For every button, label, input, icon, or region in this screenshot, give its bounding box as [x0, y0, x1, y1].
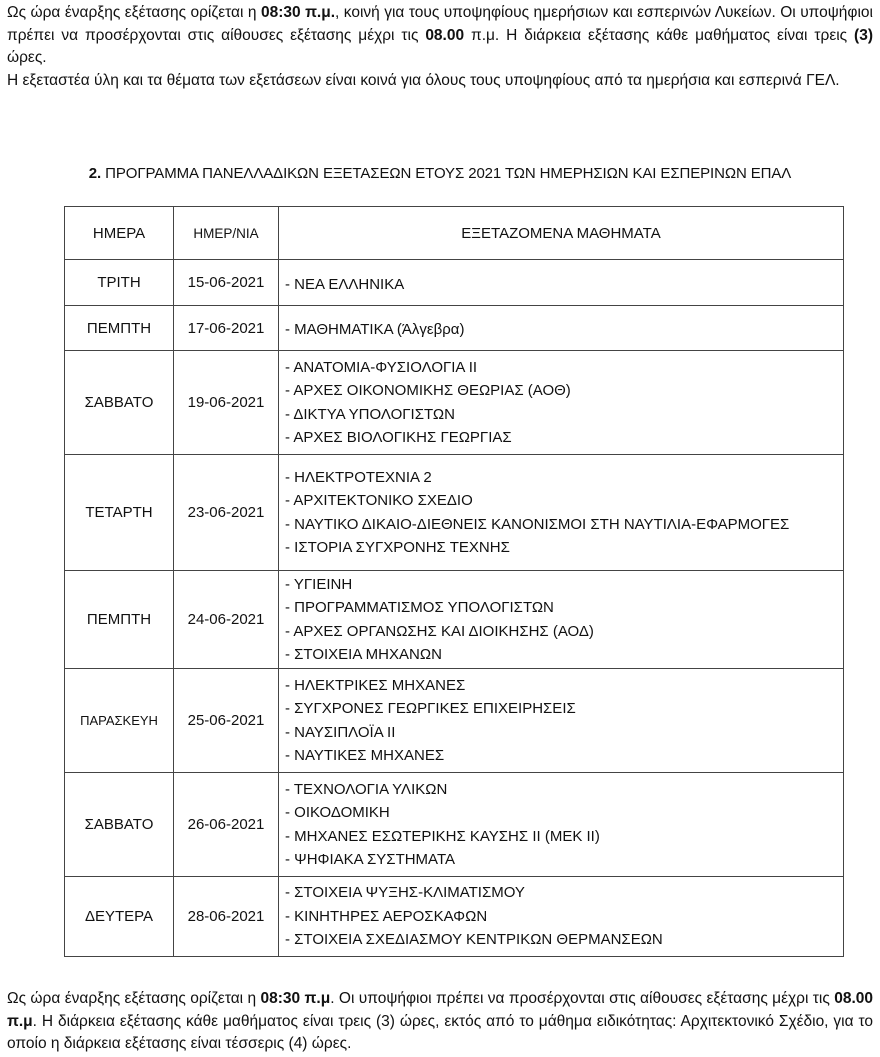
subject-item: - ΜΑΘΗΜΑΤΙΚΑ (Άλγεβρα) — [285, 321, 465, 339]
intro-text: Ως ώρα έναρξης εξέτασης ορίζεται η — [7, 4, 261, 21]
outro-start-time: 08:30 π.μ — [260, 990, 331, 1007]
cell-subjects — [279, 306, 844, 351]
cell-day: ΤΡΙΤΗ — [65, 260, 174, 306]
section-number: 2. — [88, 165, 102, 182]
intro-text: π.μ. Η διάρκεια εξέτασης κάθε μαθήματος είναι τρεις — [464, 26, 855, 44]
section-title-text: ΠΡΟΓΡΑΜΜΑ ΠΑΝΕΛΛΑΔΙΚΩΝ ΕΞΕΤΑΣΕΩΝ ΕΤΟΥΣ 2021 ΤΩΝ ΗΜΕΡΗΣΙΩΝ ΚΑΙ ΕΣΠΕΡΙΝΩΝ ΕΠΑΛ — [101, 165, 792, 182]
subject-item: - ΑΡΧΕΣ ΟΙΚΟΝΟΜΙΚΗΣ ΘΕΩΡΙΑΣ (ΑΟΘ) — [285, 382, 571, 399]
subject-item: - ΚΙΝΗΤΗΡΕΣ ΑΕΡΟΣΚΑΦΩΝ — [285, 907, 488, 925]
cell-date: 25-06-2021 — [174, 669, 279, 773]
cell-date: 24-06-2021 — [174, 571, 279, 669]
subject-item: - ΑΝΑΤΟΜΙΑ-ΦΥΣΙΟΛΟΓΙΑ ΙΙ — [285, 358, 478, 376]
table-row — [65, 260, 844, 306]
header-date-text: ΗΜΕΡ/ΝΙΑ — [193, 225, 259, 241]
cell-date: 17-06-2021 — [174, 306, 279, 351]
table-row — [65, 773, 844, 877]
cell-date: 15-06-2021 — [174, 260, 279, 306]
cell-day: ΣΑΒΒΑΤΟ — [65, 773, 174, 877]
cell-day: ΠΕΜΠΤΗ — [65, 306, 174, 351]
cell-day: ΣΑΒΒΑΤΟ — [65, 351, 174, 455]
cell-day: ΤΕΤΑΡΤΗ — [65, 455, 174, 571]
cell-subjects — [279, 260, 844, 306]
intro-text: ώρες. — [7, 49, 47, 66]
outro-paragraph — [7, 988, 873, 1056]
table-row — [65, 877, 844, 957]
outro-text: Ως ώρα έναρξης εξέτασης ορίζεται η — [7, 990, 261, 1007]
outro-text: . Οι υποψήφιοι πρέπει να προσέρχονται στις αίθουσες εξέτασης μέχρι τις — [330, 990, 835, 1007]
cell-date: 19-06-2021 — [174, 351, 279, 455]
cell-day: ΔΕΥΤΕΡΑ — [65, 877, 174, 957]
intro-paragraph — [7, 2, 873, 92]
intro-text: , κοινή για τους υποψηφίους ημερήσιων και εσπερινών Λυκείων. Οι υποψήφιοι πρέπει να προσέρχονται στις αίθουσες εξέτασης μέχρι τις — [7, 4, 873, 44]
header-date — [174, 207, 279, 260]
subject-item: - ΙΣΤΟΡΙΑ ΣΥΓΧΡΟΝΗΣ ΤΕΧΝΗΣ — [285, 539, 510, 556]
section-title — [0, 165, 880, 182]
cell-subjects — [279, 669, 844, 773]
subject-item: - ΔΙΚΤΥΑ ΥΠΟΛΟΓΙΣΤΩΝ — [285, 405, 455, 423]
cell-subjects — [279, 351, 844, 455]
table-row — [65, 351, 844, 455]
table-row — [65, 571, 844, 669]
outro-arrival-time: 08.00 π.μ — [7, 990, 873, 1030]
subject-item: - ΤΕΧΝΟΛΟΓΙΑ ΥΛΙΚΩΝ — [285, 780, 448, 798]
intro-start-time: 08:30 π.μ. — [260, 4, 336, 21]
cell-subjects — [279, 877, 844, 957]
subject-item: - ΣΤΟΙΧΕΙΑ ΨΥΞΗΣ-ΚΛΙΜΑΤΙΣΜΟΥ — [285, 884, 525, 902]
intro-duration: (3) — [854, 26, 873, 44]
subject-item: - ΑΡΧΕΣ ΒΙΟΛΟΓΙΚΗΣ ΓΕΩΡΓΙΑΣ — [285, 429, 512, 446]
table-row — [65, 669, 844, 773]
subject-item: - ΜΗΧΑΝΕΣ ΕΣΩΤΕΡΙΚΗΣ ΚΑΥΣΗΣ ΙΙ (ΜΕΚ ΙΙ) — [285, 827, 600, 845]
intro-syllabus-note: Η εξεταστέα ύλη και τα θέματα των εξετάσεων είναι κοινά για όλους τους υποψηφίους από τα ημερήσια και εσπερινά ΓΕΛ. — [7, 71, 840, 89]
subject-item: - ΝΑΥΤΙΚΕΣ ΜΗΧΑΝΕΣ — [285, 747, 445, 764]
cell-date: 26-06-2021 — [174, 773, 279, 877]
subject-item: - ΝΑΥΤΙΚΟ ΔΙΚΑΙΟ-ΔΙΕΘΝΕΙΣ ΚΑΝΟΝΙΣΜΟΙ ΣΤΗ ΝΑΥΤΙΛΙΑ-ΕΦΑΡΜΟΓΕΣ — [285, 515, 790, 533]
cell-subjects — [279, 455, 844, 571]
subject-item: - ΝΑΥΣΙΠΛΟΪΑ ΙΙ — [285, 723, 396, 741]
subject-item: - ΨΗΦΙΑΚΑ ΣΥΣΤΗΜΑΤΑ — [285, 851, 456, 868]
subject-item: - ΑΡΧΕΣ ΟΡΓΑΝΩΣΗΣ ΚΑΙ ΔΙΟΙΚΗΣΗΣ (ΑΟΔ) — [285, 622, 594, 640]
cell-day: ΠΑΡΑΣΚΕΥΗ — [65, 669, 174, 773]
subject-item: - ΣΤΟΙΧΕΙΑ ΣΧΕΔΙΑΣΜΟΥ ΚΕΝΤΡΙΚΩΝ ΘΕΡΜΑΝΣΕΩΝ — [285, 931, 663, 949]
cell-date: 28-06-2021 — [174, 877, 279, 957]
cell-date: 23-06-2021 — [174, 455, 279, 571]
subject-item: - ΗΛΕΚΤΡΙΚΕΣ ΜΗΧΑΝΕΣ — [285, 676, 466, 694]
subject-item: - ΑΡΧΙΤΕΚΤΟΝΙΚΟ ΣΧΕΔΙΟ — [285, 492, 473, 509]
table-row — [65, 306, 844, 351]
intro-arrival-time: 08.00 — [425, 26, 465, 44]
subject-item: - ΠΡΟΓΡΑΜΜΑΤΙΣΜΟΣ ΥΠΟΛΟΓΙΣΤΩΝ — [285, 599, 554, 616]
header-day: ΗΜΕΡΑ — [65, 207, 174, 260]
subject-item: - ΟΙΚΟΔΟΜΙΚΗ — [285, 804, 390, 821]
cell-subjects — [279, 571, 844, 669]
exam-schedule-table — [64, 206, 844, 957]
subject-item: - ΥΓΙΕΙΝΗ — [285, 575, 353, 593]
cell-day: ΠΕΜΠΤΗ — [65, 571, 174, 669]
table-row — [65, 455, 844, 571]
table-header-row — [65, 207, 844, 260]
subject-item: - ΝΕΑ ΕΛΛΗΝΙΚΑ — [285, 275, 405, 293]
subject-item: - ΣΤΟΙΧΕΙΑ ΜΗΧΑΝΩΝ — [285, 646, 442, 663]
subject-item: - ΗΛΕΚΤΡΟΤΕΧΝΙΑ 2 — [285, 468, 432, 486]
cell-subjects — [279, 773, 844, 877]
outro-text: . Η διάρκεια εξέτασης κάθε μαθήματος είναι τρεις (3) ώρες, εκτός από το μάθημα ειδικότητας: Αρχιτεκτονικό Σχέδιο, για το οποίο η διάρκεια εξέτασης είναι τέσσερις (4) ώρες. — [7, 1012, 873, 1052]
subject-item: - ΣΥΓΧΡΟΝΕΣ ΓΕΩΡΓΙΚΕΣ ΕΠΙΧΕΙΡΗΣΕΙΣ — [285, 700, 576, 717]
header-subjects: ΕΞΕΤΑΖΟΜΕΝΑ ΜΑΘΗΜΑΤΑ — [279, 207, 844, 260]
schedule-body — [65, 260, 844, 957]
